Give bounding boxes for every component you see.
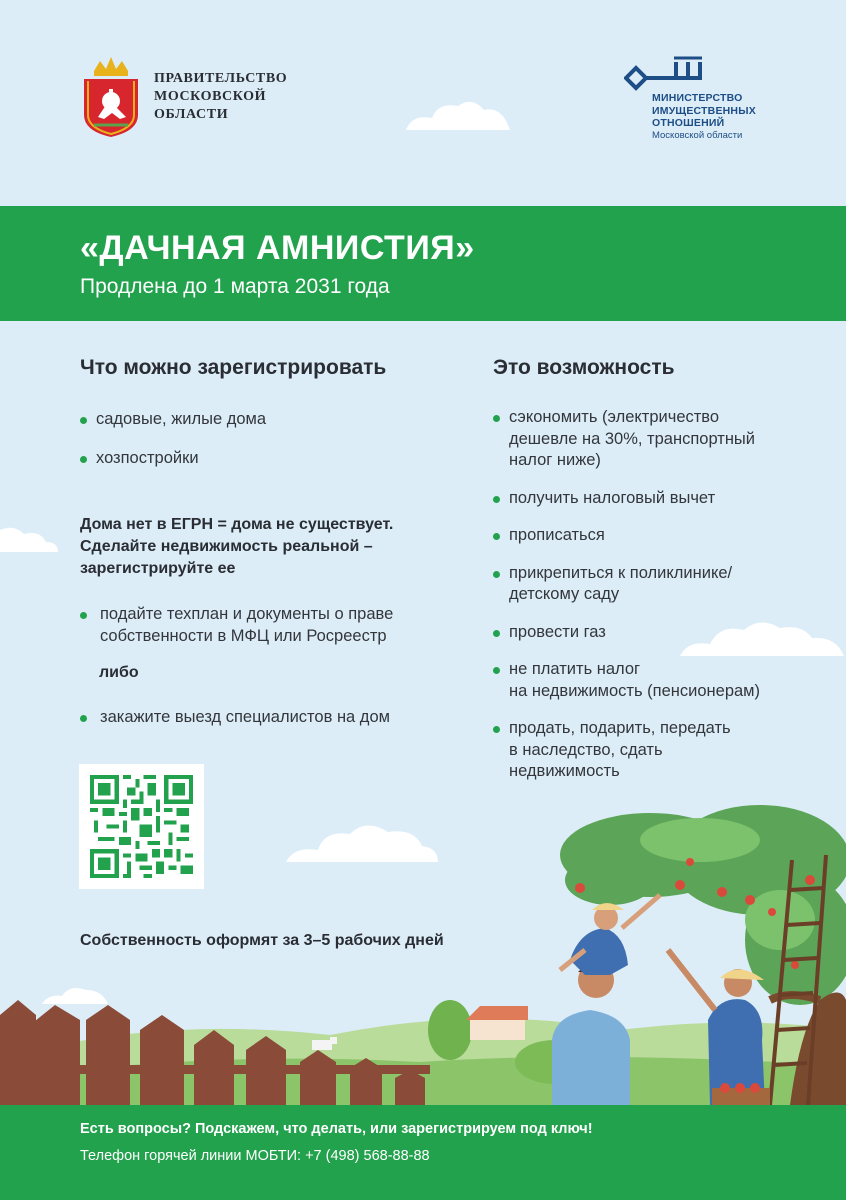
bullet-icon (493, 726, 500, 733)
garden-illustration (0, 800, 846, 1105)
list-item (493, 407, 823, 472)
gov-name-line: МОСКОВСКОЙ (154, 89, 267, 104)
footer-question: Есть вопросы? Подскажем, что делать, или зарегистрируем под ключ! (80, 1121, 593, 1137)
bullet-icon (493, 496, 500, 503)
bullet-icon (80, 417, 87, 424)
cloud-decoration (402, 96, 514, 132)
bullet-icon (493, 415, 500, 422)
page-subtitle: Продлена до 1 марта 2031 года (80, 275, 390, 298)
list-item-text: закажите выезд специалистов на дом (100, 708, 390, 726)
list-item-text: прописаться (509, 526, 605, 544)
ministry-region: Московской области (652, 129, 743, 141)
ministry-name-line: МИНИСТЕРСТВО (652, 92, 743, 104)
title-banner (0, 206, 846, 321)
list-item-text: провести газ (509, 622, 606, 641)
list-item-text: не платить налог на недвижимость (пенсионерам) (509, 660, 761, 700)
government-logo (80, 55, 287, 139)
or-label: либо (99, 664, 139, 681)
footer-banner (0, 1105, 846, 1200)
bullet-icon (493, 571, 500, 578)
ministry-name-line: ОТНОШЕНИЙ (652, 117, 725, 129)
registrable-items-list (80, 409, 460, 486)
list-item (493, 622, 823, 644)
processing-time-note: Собственность оформят за 3–5 рабочих дней (80, 932, 444, 949)
bullet-icon (493, 667, 500, 674)
bullet-icon (493, 630, 500, 637)
left-column-title: Что можно зарегистрировать (80, 356, 387, 379)
list-item-text: подайте техплан и документы о праве собственности в МФЦ или Росреестр (100, 605, 394, 645)
ministry-logo (624, 54, 794, 142)
egrn-warning: Дома нет в ЕГРН = дома не существует. Сделайте недвижимость реальной – зарегистрируйте ее (80, 516, 394, 577)
bullet-icon (493, 533, 500, 540)
list-item (493, 718, 823, 783)
gov-name-line: ОБЛАСТИ (154, 107, 229, 122)
list-item (493, 563, 823, 606)
ministry-name (652, 92, 794, 142)
list-item (493, 659, 823, 702)
list-item-text: прикрепиться к поликлинике/ детскому саду (509, 563, 733, 603)
steps-list (80, 604, 480, 647)
list-item (80, 707, 480, 729)
list-item (80, 409, 460, 431)
government-name (154, 70, 287, 124)
list-item (80, 604, 480, 647)
cloud-decoration (0, 520, 60, 554)
list-item-text: сэкономить (электричество дешевле на 30%, транспортный налог ниже) (509, 408, 756, 469)
bullet-icon (80, 456, 87, 463)
right-column-title: Это возможность (493, 356, 675, 379)
coat-of-arms-icon (80, 55, 142, 139)
bullet-icon (80, 612, 87, 619)
hotline-phone[interactable]: Телефон горячей линии МОБТИ: +7 (498) 568-88-88 (80, 1148, 430, 1164)
list-item-text: получить налоговый вычет (509, 488, 716, 507)
list-item-text: садовые, жилые дома (96, 410, 267, 428)
page-title: «ДАЧНАЯ АМНИСТИЯ» (80, 229, 475, 267)
list-item-text: хозпостройки (96, 448, 199, 467)
list-item (493, 525, 823, 547)
steps-list (80, 707, 480, 729)
key-building-icon (624, 54, 704, 92)
bullet-icon (80, 715, 87, 722)
gov-name-line: ПРАВИТЕЛЬСТВО (154, 71, 288, 86)
list-item (80, 448, 460, 470)
list-item (493, 488, 823, 510)
ministry-name-line: ИМУЩЕСТВЕННЫХ (652, 104, 756, 117)
list-item-text: продать, подарить, передать в наследство, сдать недвижимость (509, 719, 731, 780)
opportunities-list (493, 407, 823, 799)
